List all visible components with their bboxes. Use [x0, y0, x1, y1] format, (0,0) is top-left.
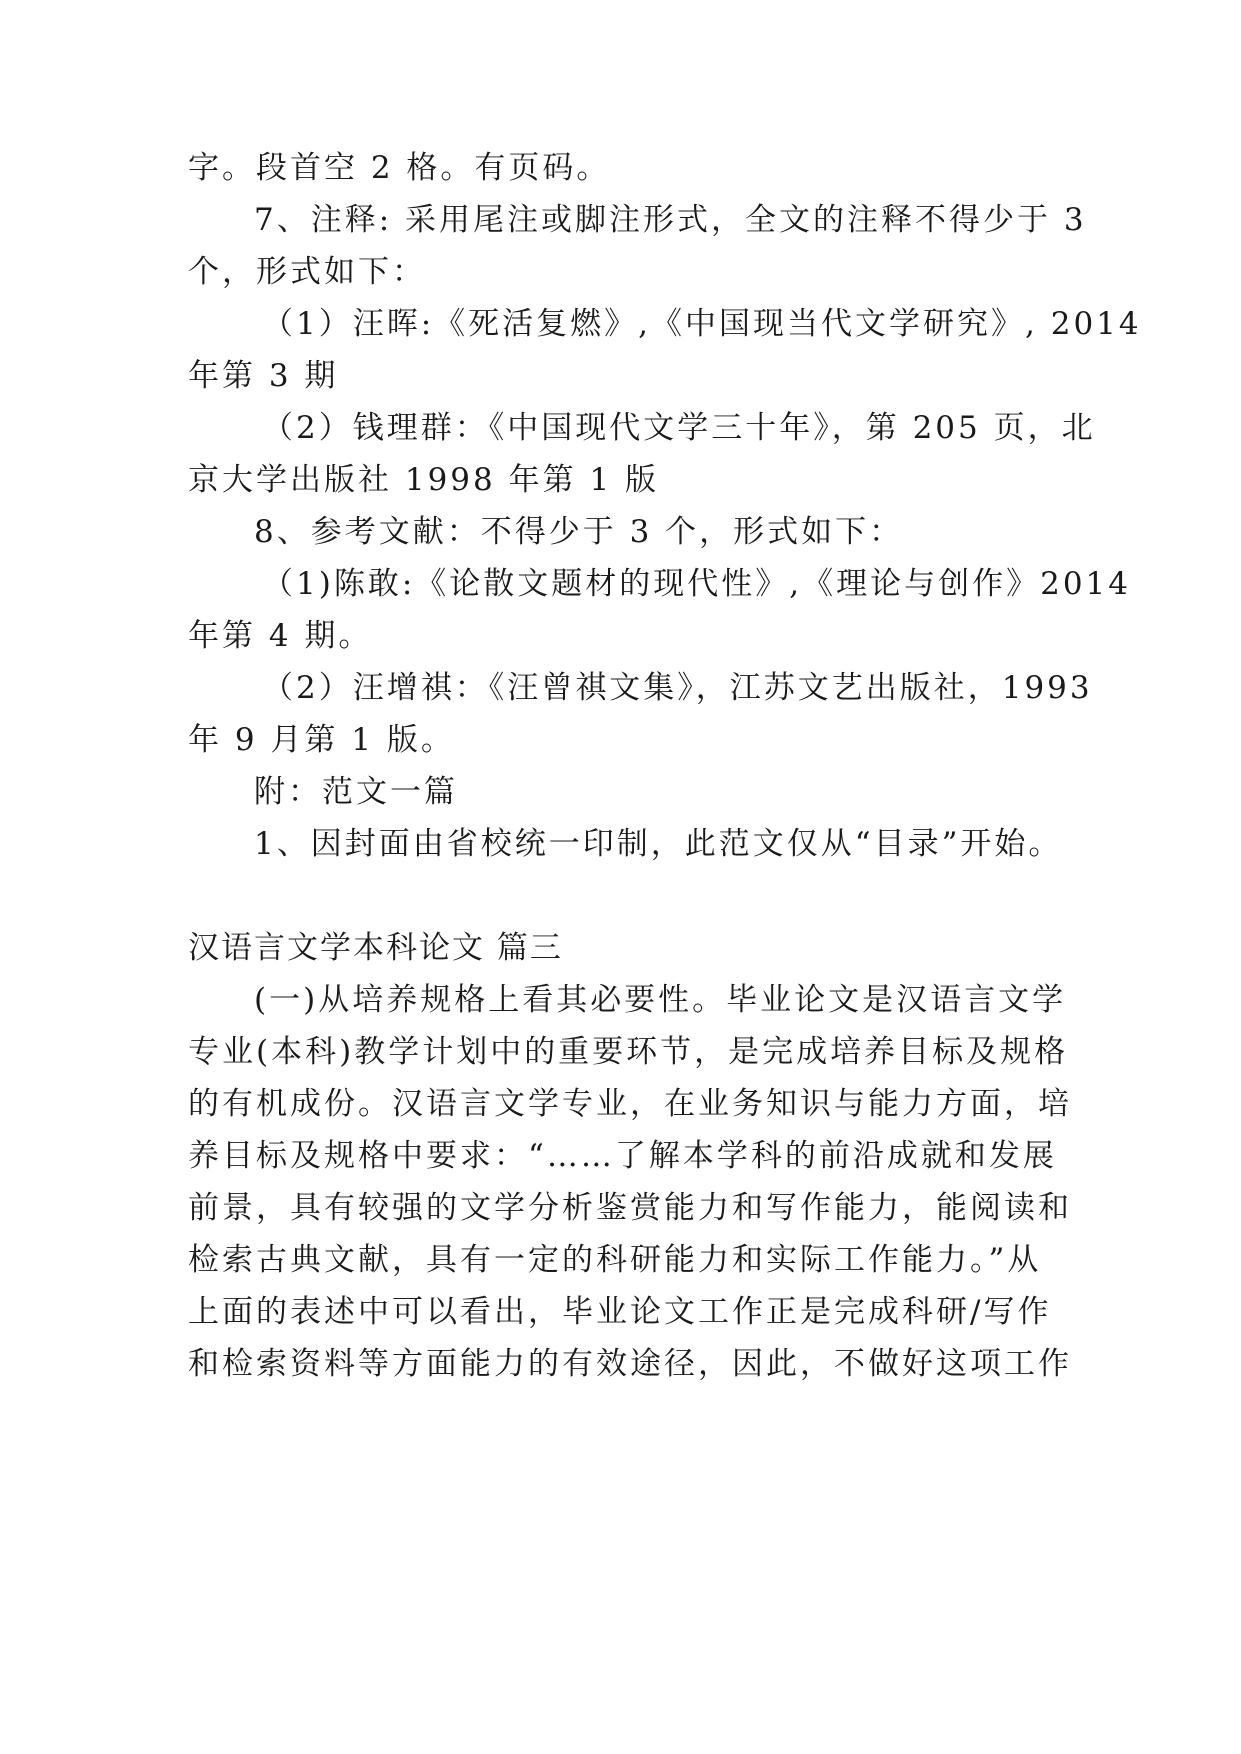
section-heading: 汉语言文学本科论文 篇三 — [188, 930, 563, 966]
text-line: 字。段首空 2 格。有页码。 — [188, 150, 611, 186]
text-line: （1）汪晖:《死活复燃》,《中国现当代文学研究》, 2014 — [262, 306, 1142, 342]
text-line: 8、参考文献：不得少于 3 个，形式如下： — [254, 514, 904, 550]
text-line: 京大学出版社 1998 年第 1 版 — [188, 462, 660, 498]
text-line: 上面的表述中可以看出，毕业论文工作正是完成科研/写作 — [188, 1294, 1052, 1330]
text-line: 年 9 月第 1 版。 — [188, 722, 455, 758]
text-line: 个，形式如下： — [188, 254, 426, 290]
text-line: 养目标及规格中要求：“……了解本学科的前沿成就和发展 — [188, 1138, 1057, 1174]
text-line: 的有机成份。汉语言文学专业，在业务知识与能力方面，培 — [188, 1086, 1072, 1122]
text-line: 检索古典文献，具有一定的科研能力和实际工作能力。”从 — [188, 1242, 1042, 1278]
text-line: 前景，具有较强的文学分析鉴赏能力和写作能力，能阅读和 — [188, 1190, 1072, 1226]
text-line: (一)从培养规格上看其必要性。毕业论文是汉语言文学 — [254, 982, 1067, 1018]
text-line: 和检索资料等方面能力的有效途径，因此，不做好这项工作 — [188, 1346, 1072, 1382]
text-line: （2）汪增祺：《汪曾祺文集》，江苏文艺出版社，1993 — [262, 670, 1093, 706]
text-line: 专业(本科)教学计划中的重要环节，是完成培养目标及规格 — [188, 1034, 1069, 1070]
text-line: 附：范文一篇 — [254, 774, 458, 810]
text-line: 7、注释: 采用尾注或脚注形式，全文的注释不得少于 3 — [254, 202, 1087, 238]
text-line: （1)陈敢:《论散文题材的现代性》,《理论与创作》2014 — [262, 566, 1132, 602]
text-line: 年第 3 期 — [188, 358, 339, 394]
text-line: 1、因封面由省校统一印制，此范文仅从“目录”开始。 — [254, 826, 1063, 862]
text-line: 年第 4 期。 — [188, 618, 373, 654]
text-line: （2）钱理群：《中国现代文学三十年》，第 205 页，北 — [262, 410, 1096, 446]
